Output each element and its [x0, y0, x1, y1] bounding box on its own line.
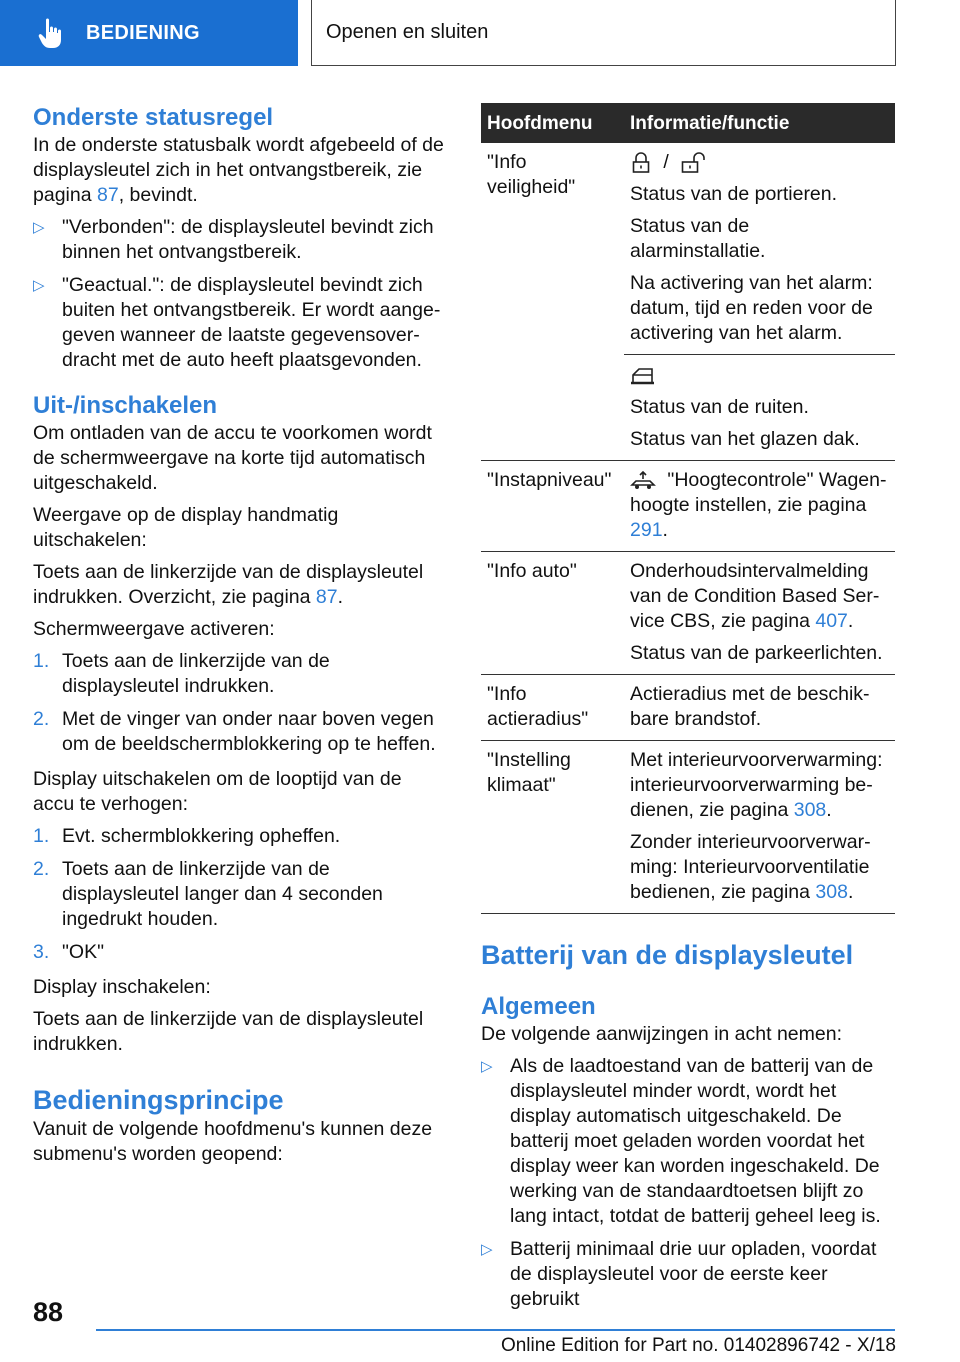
- table-cell-menu: "Instelling klimaat": [481, 741, 624, 914]
- right-column: [481, 103, 895, 1322]
- heading-general: Algemeen: [481, 993, 596, 1020]
- list-item: 3. "OK": [33, 941, 105, 963]
- list-item: ▷ Als de laadtoestand van de batterij van de displaysleutel minder wordt, wordt het display automatisch uitgeschakeld. De batterij moet geladen worden voordat het display weer kan worden ingeschakeld. De werking van de standaardtoetsen blijft zo lang intact, totdat de batterij geheel leeg is.: [481, 1055, 881, 1227]
- table-cell-info: Met interieurvoorverwarming: interieurvoorverwarming bedienen, zie pagina 308. Zonder interieurvoorverwarming: Interieurvoorventilatie bedienen, zie pagina 308.: [624, 741, 895, 914]
- chapter-header: [311, 0, 896, 66]
- bullet-icon: ▷: [33, 277, 45, 294]
- table-cell-info: Actieradius met de beschikbare brandstof.: [624, 675, 895, 741]
- lock-open-icon: [680, 152, 708, 174]
- step-number: 2.: [33, 858, 50, 880]
- heading-switch: Uit-/inschakelen: [33, 392, 218, 419]
- page-link[interactable]: 291: [630, 519, 663, 541]
- paragraph: Toets aan de linkerzijde van de displaysleutel indrukken.: [33, 1008, 424, 1055]
- section-tab: [0, 0, 298, 66]
- heading-battery: Batterij van de displaysleutel: [481, 940, 854, 970]
- page-link[interactable]: 308: [793, 799, 827, 821]
- window-icon: [630, 366, 656, 386]
- paragraph: In de onderste statusbalk wordt afgebeeld of de displaysleutel zich in het ontvangstbereik, zie pagina 87, bevindt.: [33, 134, 444, 206]
- chapter-title: Openen en sluiten: [326, 21, 489, 43]
- page-number: 88: [33, 1297, 64, 1327]
- page-link[interactable]: 87: [96, 184, 119, 206]
- table-cell-info: Onderhoudsintervalmelding van de Condition Based Service CBS, zie pagina 407. Status van de parkeerlichten.: [624, 552, 895, 675]
- paragraph: Toets aan de linkerzijde van de displaysleutel indrukken. Overzicht, zie pagina 87.: [33, 561, 424, 608]
- list-item: 1. Evt. schermblokkering opheffen.: [33, 825, 341, 847]
- table-row: [481, 143, 895, 461]
- list-item: 1. Toets aan de linkerzijde van de displaysleutel indrukken.: [33, 650, 330, 697]
- bullet-list: [33, 215, 448, 373]
- edition-note: Online Edition for Part no. 01402896742 - X/18: [500, 1335, 896, 1356]
- icon-separator: /: [663, 151, 669, 173]
- list-item: 2. Toets aan de linkerzijde van de displaysleutel langer dan 4 seconden ingedrukt houden.: [33, 858, 383, 930]
- heading-status-bar: Onderste statusregel: [33, 104, 274, 131]
- bullet-list: [481, 1054, 895, 1312]
- page-link[interactable]: 87: [315, 586, 338, 608]
- table-header-row: [481, 103, 895, 143]
- table-row: [481, 552, 895, 675]
- hand-pointer-icon: [38, 17, 68, 49]
- numbered-list: [33, 649, 448, 757]
- paragraph: Weergave op de display handmatig uitschakelen:: [33, 504, 339, 551]
- paragraph: Vanuit de volgende hoofdmenu's kunnen deze submenu's worden geopend:: [33, 1118, 433, 1165]
- paragraph: Display inschakelen:: [33, 976, 211, 998]
- list-item: ▷ "Geactual.": de displaysleutel bevindt zich buiten het ontvangstbereik. Er wordt aangegeven wanneer de laatste gegevensoverdracht met de auto heeft plaatsgevonden.: [33, 274, 441, 371]
- paragraph: Display uitschakelen om de looptijd van de accu te verhogen:: [33, 768, 402, 815]
- step-number: 1.: [33, 825, 50, 847]
- table-row: [481, 461, 895, 552]
- table-cell-info: / Status van de portieren. Status van de alarminstallatie. Na activering van het alarm: datum, tijd en reden voor de activering van het alarm. Status van de ruiten. Status van het glazen dak.: [624, 143, 895, 461]
- bullet-icon: ▷: [481, 1058, 493, 1075]
- paragraph: Schermweergave activeren:: [33, 618, 275, 640]
- paragraph: De volgende aanwijzingen in acht nemen:: [481, 1023, 842, 1045]
- page-link[interactable]: 308: [815, 881, 848, 903]
- step-number: 3.: [33, 941, 50, 963]
- step-number: 1.: [33, 650, 50, 672]
- heading-principle: Bedieningsprincipe: [33, 1085, 284, 1115]
- ride-height-icon: [630, 471, 656, 491]
- sub-block: Status van de ruiten. Status van het glazen dak.: [624, 354, 895, 452]
- menu-table: [481, 103, 895, 914]
- list-item: 2. Met de vinger van onder naar boven vegen om de beeldschermblokkering op te heffen.: [33, 708, 436, 755]
- bullet-icon: ▷: [481, 1241, 493, 1258]
- list-item: ▷ Batterij minimaal drie uur opladen, voordat de displaysleutel voor de eerste keer gebruikt: [481, 1238, 877, 1310]
- numbered-list: [33, 824, 448, 965]
- left-column: [33, 103, 448, 1174]
- column-header: Hoofdmenu: [481, 103, 624, 143]
- table-cell-menu: "Instapniveau": [481, 461, 624, 552]
- table-row: [481, 741, 895, 914]
- lock-closed-icon: [630, 152, 652, 174]
- paragraph: Om ontladen van de accu te voorkomen wordt de schermweergave na korte tijd automatisch uitgeschakeld.: [33, 422, 432, 494]
- footer-divider: [96, 1329, 895, 1331]
- table-row: [481, 675, 895, 741]
- step-number: 2.: [33, 708, 50, 730]
- bullet-icon: ▷: [33, 219, 45, 236]
- table-cell-menu: "Info actieradius": [481, 675, 624, 741]
- page-link[interactable]: 407: [815, 610, 848, 632]
- list-item: ▷ "Verbonden": de displaysleutel bevindt zich binnen het ontvangstbereik.: [33, 216, 434, 263]
- table-cell-menu: "Info auto": [481, 552, 624, 675]
- table-cell-menu: "Info veiligheid": [481, 143, 624, 461]
- section-title: BEDIENING: [86, 21, 200, 44]
- table-cell-info: "Hoogtecontrole" Wagenhoogte instellen, zie pagina 291.: [624, 461, 895, 552]
- column-header: Informatie/functie: [624, 103, 895, 143]
